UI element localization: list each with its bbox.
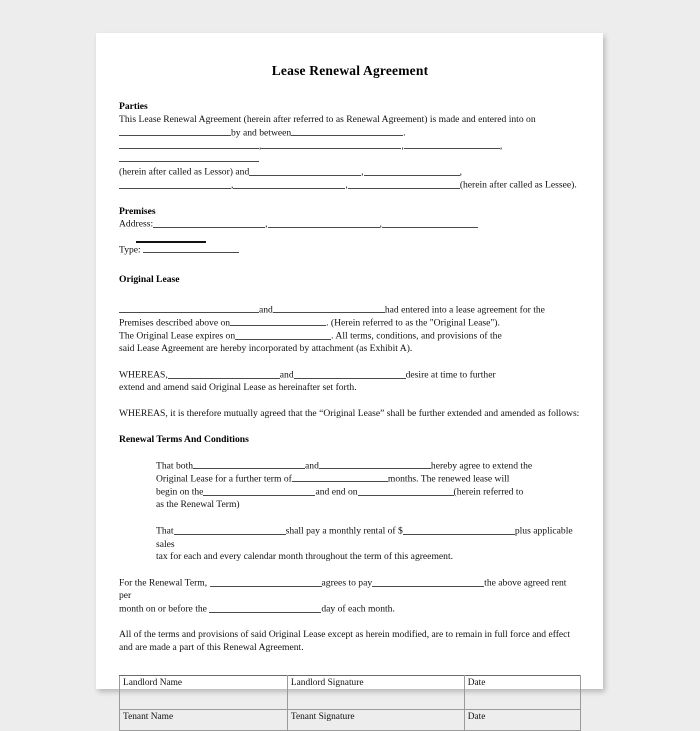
clause1-blank-term[interactable] [292, 473, 388, 482]
parties-blank-addr3[interactable] [404, 140, 500, 149]
parties-lessee-text: (herein after called as Lessee). [459, 179, 577, 191]
whereas1-blank-party1[interactable] [168, 369, 280, 378]
original-lease-line3-start: The Original Lease expires on [119, 330, 236, 342]
section-heading-renewal-terms: Renewal Terms And Conditions [119, 434, 249, 446]
clause1-p3-end: (herein referred to [453, 486, 524, 498]
spacer [119, 395, 581, 408]
spacer [119, 447, 581, 460]
original-lease-paragraph [119, 304, 581, 357]
clause1-blank-party1[interactable] [193, 460, 305, 469]
original-lease-blank-party1[interactable] [119, 304, 259, 313]
original-lease-line3-end: . All terms, conditions, and provisions of the [331, 330, 502, 342]
spacer [119, 287, 581, 304]
premises-blank-addr3[interactable] [382, 218, 478, 227]
spacer [119, 232, 581, 241]
clause2-blank-tenant[interactable] [174, 525, 286, 534]
parties-blank-addr2[interactable] [261, 140, 401, 149]
cell-tenant-signature[interactable]: Tenant Signature [287, 709, 464, 730]
premises-address-line: Address: , , [119, 218, 581, 231]
cell-landlord-date[interactable]: Date [464, 675, 580, 709]
table-row [120, 675, 581, 709]
payment-blank-day[interactable] [209, 603, 321, 612]
payment-line2-start: month on or before the [119, 603, 207, 615]
parties-blank-lessee4[interactable] [233, 179, 345, 188]
clause1-p4: as the Renewal Term) [156, 499, 240, 511]
parties-blank-lessee3[interactable] [119, 179, 231, 188]
original-lease-blank-date2[interactable] [235, 330, 331, 339]
whereas1-blank-party2[interactable] [294, 369, 406, 378]
clause1-blank-party2[interactable] [319, 460, 431, 469]
original-lease-line2-end: . (Herein referred to as the "Original Lease"). [326, 317, 500, 329]
premises-address-label: Address: [119, 218, 154, 230]
whereas1-line2: extend and amend said Original Lease as hereinafter set forth. [119, 382, 357, 394]
spacer [119, 616, 581, 629]
section-heading-premises: Premises [119, 205, 156, 217]
parties-blank-lessee1[interactable] [249, 166, 361, 175]
payment-line2-end: day of each month. [321, 603, 395, 615]
whereas-first-paragraph [119, 369, 581, 395]
premises-type-line [119, 244, 581, 257]
premises-blank-addr2[interactable] [268, 218, 380, 227]
section-heading-parties: Parties [119, 101, 148, 112]
clause1-p2-end: months. The renewed lease will [387, 473, 510, 485]
original-lease-blank-party2[interactable] [273, 304, 385, 313]
clause2-p1-end: plus applicable sales [156, 525, 573, 550]
whereas1-end: desire at time to further [405, 369, 496, 381]
parties-blank-date[interactable] [119, 127, 231, 136]
clause1-p1-mid: and [305, 460, 319, 472]
spacer [119, 356, 581, 369]
spacer [119, 512, 581, 525]
spacer [119, 257, 581, 274]
payment-blank-payee[interactable] [372, 577, 484, 586]
parties-lessor-text: (herein after called as Lessor) and [119, 166, 250, 178]
cell-landlord-name[interactable]: Landlord Name [120, 675, 288, 709]
premises-type-label: Type: [119, 244, 141, 256]
parties-paragraph: This Lease Renewal Agreement (herein after referred to as Renewal Agreement) is made and entered into on by and between . , , , (herein after called as Lessor) and , , , , (herein after called as Lessee). [119, 113, 577, 191]
original-lease-line4: said Lease Agreement are hereby incorporated by attachment (as Exhibit A). [119, 343, 413, 355]
original-lease-mid: and [259, 304, 273, 316]
closing-paragraph: All of the terms and provisions of said Original Lease except as herein modified, are to remain in full force and effect and are made a part of this Renewal Agreement. [119, 629, 571, 654]
spacer [119, 564, 581, 577]
cell-landlord-signature[interactable]: Landlord Signature [287, 675, 464, 709]
cell-tenant-date[interactable]: Date [464, 709, 580, 730]
clause1-p1-start: That both [156, 460, 194, 472]
payment-line1-mid: agrees to pay [321, 577, 373, 589]
premises-blank-type[interactable] [143, 244, 239, 253]
clause2-p1-mid: shall pay a monthly rental of $ [285, 525, 403, 537]
whereas1-mid: and [279, 369, 294, 381]
clause1-p1-end: hereby agree to extend the [430, 460, 533, 472]
document-page [96, 33, 603, 722]
clause1-p2-start: Original Lease for a further term of [156, 473, 292, 485]
payment-line1-end: the above agreed rent per [119, 577, 567, 602]
renewal-clause-2 [156, 525, 581, 564]
parties-line2-end: . [403, 126, 406, 138]
payment-blank-payer[interactable] [210, 577, 322, 586]
premises-blank-addr1[interactable] [153, 218, 265, 227]
clause2-p2: tax for each and every calendar month throughout the term of this agreement. [156, 551, 454, 563]
parties-blank-party1[interactable] [291, 126, 406, 138]
clause1-p3-start: begin on the [156, 486, 204, 498]
premises-thick-rule [136, 241, 206, 243]
clause1-blank-begin-date[interactable] [203, 486, 315, 495]
whereas-second-paragraph: WHEREAS, it is therefore mutually agreed that the “Original Lease” shall be further extended and amended as follows: [119, 408, 580, 420]
signature-table [119, 675, 581, 731]
spacer [119, 421, 581, 434]
parties-blank-lessee5[interactable] [348, 179, 460, 188]
parties-blank-addr1[interactable] [119, 140, 259, 149]
parties-line2-mid: by and between [231, 126, 292, 138]
renewal-term-payment-paragraph [119, 577, 581, 616]
original-lease-blank-date1[interactable] [230, 317, 326, 326]
parties-blank-lessee2[interactable] [364, 166, 460, 175]
clause1-p3-mid: and end on [315, 486, 358, 498]
clause1-blank-end-date[interactable] [358, 486, 454, 495]
original-lease-line2-start: Premises described above on [119, 317, 231, 329]
parties-blank-addr4[interactable] [119, 153, 259, 162]
renewal-clause-1 [156, 460, 581, 513]
section-heading-original-lease: Original Lease [119, 273, 180, 285]
clause2-p1-start: That [156, 525, 174, 537]
clause2-blank-amount[interactable] [403, 525, 515, 534]
whereas1-start: WHEREAS, [119, 369, 168, 381]
payment-line1-start: For the Renewal Term, [119, 577, 208, 589]
spacer [119, 193, 581, 206]
table-row [120, 709, 581, 730]
page-title: Lease Renewal Agreement [271, 63, 429, 78]
parties-line1-text: This Lease Renewal Agreement (herein after referred to as Renewal Agreement) is made and entered into on [119, 113, 536, 125]
original-lease-line1-end: had entered into a lease agreement for the [384, 304, 545, 316]
document-body [119, 63, 581, 731]
cell-tenant-name[interactable]: Tenant Name [120, 709, 288, 730]
